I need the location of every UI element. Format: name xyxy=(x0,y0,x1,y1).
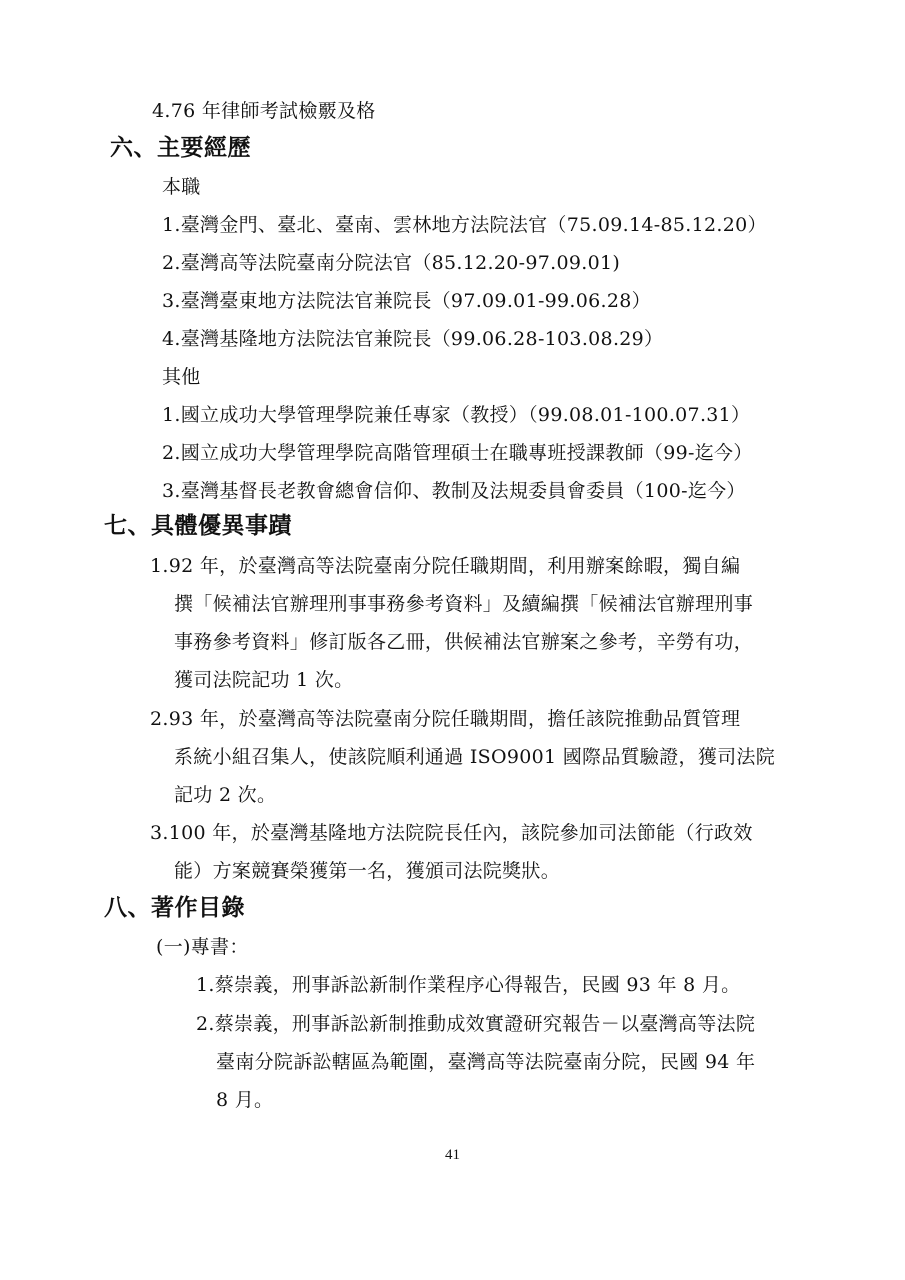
page-number: 41 xyxy=(445,1147,460,1163)
subheading-monographs: (一)專書： xyxy=(156,936,249,958)
achievement-3-line-1: 3.100 年，於臺灣基隆地方法院院長任內，該院參加司法節能（行政效 xyxy=(150,822,753,844)
achievement-2-line-1: 2.93 年，於臺灣高等法院臺南分院任職期間，擔任該院推動品質管理 xyxy=(150,708,741,730)
main-position-item-2: 2.臺灣高等法院臺南分院法官（85.12.20-97.09.01) xyxy=(162,252,621,274)
achievement-2-line-3: 記功 2 次。 xyxy=(174,784,277,806)
main-position-item-1: 1.臺灣金門、臺北、臺南、雲林地方法院法官（75.09.14-85.12.20） xyxy=(162,214,767,236)
publication-item-2-line-2: 臺南分院訴訟轄區為範圍，臺灣高等法院臺南分院，民國 94 年 xyxy=(216,1051,756,1073)
other-position-item-3: 3.臺灣基督長老教會總會信仰、教制及法規委員會委員（100-迄今） xyxy=(162,480,746,502)
section-heading-8: 八、著作目錄 xyxy=(104,895,245,921)
achievement-1-line-3: 事務參考資料」修訂版各乙冊，供候補法官辦案之參考，辛勞有功， xyxy=(174,631,754,653)
main-position-item-4: 4.臺灣基隆地方法院法官兼院長（99.06.28-103.08.29） xyxy=(162,328,664,350)
section-heading-6: 六、主要經歷 xyxy=(110,135,251,161)
other-position-item-1: 1.國立成功大學管理學院兼任專家（教授）（99.08.01-100.07.31） xyxy=(162,404,751,426)
publication-item-2-line-1: 2.蔡崇義，刑事訴訟新制推動成效實證研究報告－以臺灣高等法院 xyxy=(196,1013,756,1035)
qualification-item-4: 4.76 年律師考試檢覈及格 xyxy=(152,100,376,122)
subheading-other-positions: 其他 xyxy=(162,366,201,388)
publication-item-2-line-3: 8 月。 xyxy=(216,1089,274,1111)
achievement-1-line-2: 撰「候補法官辦理刑事事務參考資料」及續編撰「候補法官辦理刑事 xyxy=(174,593,754,615)
achievement-3-line-2: 能）方案競賽榮獲第一名，獲頒司法院獎狀。 xyxy=(174,860,561,882)
achievement-1-line-1: 1.92 年，於臺灣高等法院臺南分院任職期間，利用辦案餘暇，獨自編 xyxy=(150,555,741,577)
achievement-2-line-2: 系統小組召集人，使該院順利通過 ISO9001 國際品質驗證，獲司法院 xyxy=(174,746,776,768)
subheading-main-positions: 本職 xyxy=(162,176,201,198)
other-position-item-2: 2.國立成功大學管理學院高階管理碩士在職專班授課教師（99-迄今） xyxy=(162,442,753,464)
main-position-item-3: 3.臺灣臺東地方法院法官兼院長（97.09.01-99.06.28） xyxy=(162,290,651,312)
publication-item-1: 1.蔡崇義，刑事訴訟新制作業程序心得報告，民國 93 年 8 月。 xyxy=(196,974,741,996)
achievement-1-line-4: 獲司法院記功 1 次。 xyxy=(174,669,354,691)
section-heading-7: 七、具體優異事蹟 xyxy=(104,513,292,539)
